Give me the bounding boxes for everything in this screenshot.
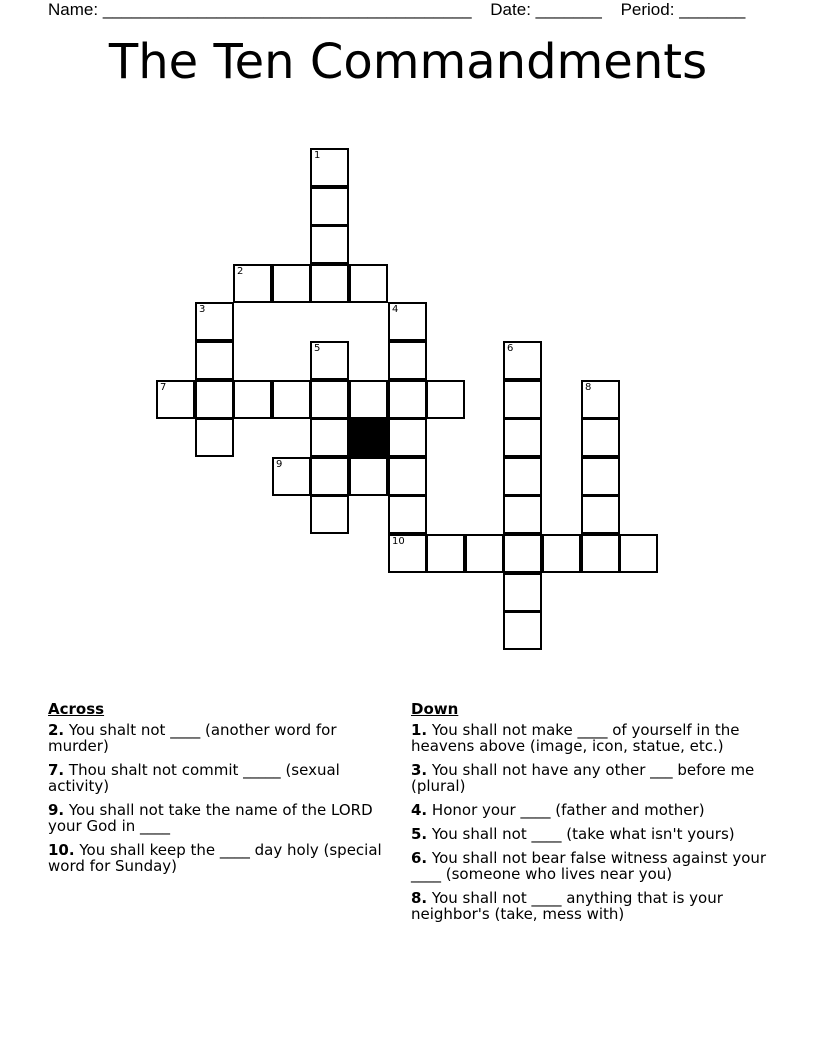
crossword-cell[interactable] (272, 457, 311, 496)
crossword-cell[interactable] (542, 534, 581, 573)
crossword-block (349, 418, 388, 457)
crossword-cell[interactable] (233, 264, 272, 303)
crossword-cell[interactable] (310, 495, 349, 534)
clue-down: 5. You shall not ____ (take what isn't yours) (411, 825, 735, 843)
clue-number: 6 (507, 343, 514, 354)
crossword-cell[interactable] (310, 148, 349, 187)
clue-across: 10. You shall keep the ____ day holy (special word for Sunday) (48, 841, 382, 875)
clue-number: 9 (276, 459, 283, 470)
crossword-cell[interactable] (310, 187, 349, 226)
crossword-cell[interactable] (272, 380, 311, 419)
crossword-cell[interactable] (349, 457, 388, 496)
crossword-cell[interactable] (349, 380, 388, 419)
crossword-cell[interactable] (349, 264, 388, 303)
clue-across: 7. Thou shalt not commit _____ (sexual activity) (48, 761, 340, 795)
crossword-cell[interactable] (503, 418, 542, 457)
crossword-cell[interactable] (388, 380, 427, 419)
clue-number: 4 (392, 304, 399, 315)
crossword-cell[interactable] (156, 380, 195, 419)
clue-down: 4. Honor your ____ (father and mother) (411, 801, 705, 819)
crossword-cell[interactable] (503, 534, 542, 573)
crossword-cell[interactable] (310, 341, 349, 380)
clue-number: 3 (199, 304, 206, 315)
crossword-cell[interactable] (388, 302, 427, 341)
crossword-cell[interactable] (388, 341, 427, 380)
crossword-cell[interactable] (503, 457, 542, 496)
crossword-cell[interactable] (310, 457, 349, 496)
clue-number: 2 (237, 266, 244, 277)
crossword-cell[interactable] (581, 534, 620, 573)
down-heading: Down (411, 700, 459, 718)
crossword-cell[interactable] (503, 573, 542, 612)
crossword-cell[interactable] (195, 380, 234, 419)
crossword-cell[interactable] (581, 418, 620, 457)
clue-across: 2. You shalt not ____ (another word for murder) (48, 721, 337, 755)
crossword-cell[interactable] (503, 341, 542, 380)
across-clues (48, 701, 398, 882)
across-heading: Across (48, 700, 105, 718)
crossword-cell[interactable] (195, 341, 234, 380)
clue-number: 10 (392, 536, 405, 547)
crossword-cell[interactable] (310, 418, 349, 457)
clue-number: 7 (160, 382, 167, 393)
crossword-cell[interactable] (619, 534, 658, 573)
crossword-cell[interactable] (426, 534, 465, 573)
clue-down: 6. You shall not bear false witness against your ____ (someone who lives near you) (411, 849, 767, 883)
clue-number: 1 (314, 150, 321, 161)
crossword-cell[interactable] (310, 225, 349, 264)
crossword-cell[interactable] (581, 380, 620, 419)
crossword-cell[interactable] (195, 302, 234, 341)
crossword-cell[interactable] (388, 418, 427, 457)
crossword-cell[interactable] (272, 264, 311, 303)
crossword-cell[interactable] (503, 380, 542, 419)
crossword-cell[interactable] (195, 418, 234, 457)
period-label: Period: (620, 0, 675, 19)
date-label: Date: (490, 0, 531, 19)
crossword-cell[interactable] (581, 457, 620, 496)
clue-down: 8. You shall not ____ anything that is your neighbor's (take, mess with) (411, 889, 723, 923)
crossword-cell[interactable] (310, 264, 349, 303)
name-field[interactable]: _______________________________________ (102, 0, 472, 19)
name-label: Name: (48, 0, 99, 19)
clue-number: 8 (585, 382, 592, 393)
crossword-cell[interactable] (503, 495, 542, 534)
page-title: The Ten Commandments (108, 34, 708, 90)
crossword-cell[interactable] (388, 495, 427, 534)
date-field[interactable]: _______ (535, 0, 602, 19)
crossword-cell[interactable] (233, 380, 272, 419)
crossword-cell[interactable] (388, 457, 427, 496)
header-fields (48, 0, 745, 20)
down-clues (411, 701, 771, 930)
crossword-cell[interactable] (388, 534, 427, 573)
crossword-cell[interactable] (503, 611, 542, 650)
clue-number: 5 (314, 343, 321, 354)
clue-down: 1. You shall not make ____ of yourself in the heavens above (image, icon, statue, etc.) (411, 721, 740, 755)
clue-across: 9. You shall not take the name of the LORD your God in ____ (48, 801, 373, 835)
clue-down: 3. You shall not have any other ___ before me (plural) (411, 761, 755, 795)
crossword-cell[interactable] (426, 380, 465, 419)
period-field[interactable]: _______ (679, 0, 746, 19)
crossword-cell[interactable] (581, 495, 620, 534)
crossword-cell[interactable] (465, 534, 504, 573)
crossword-cell[interactable] (310, 380, 349, 419)
